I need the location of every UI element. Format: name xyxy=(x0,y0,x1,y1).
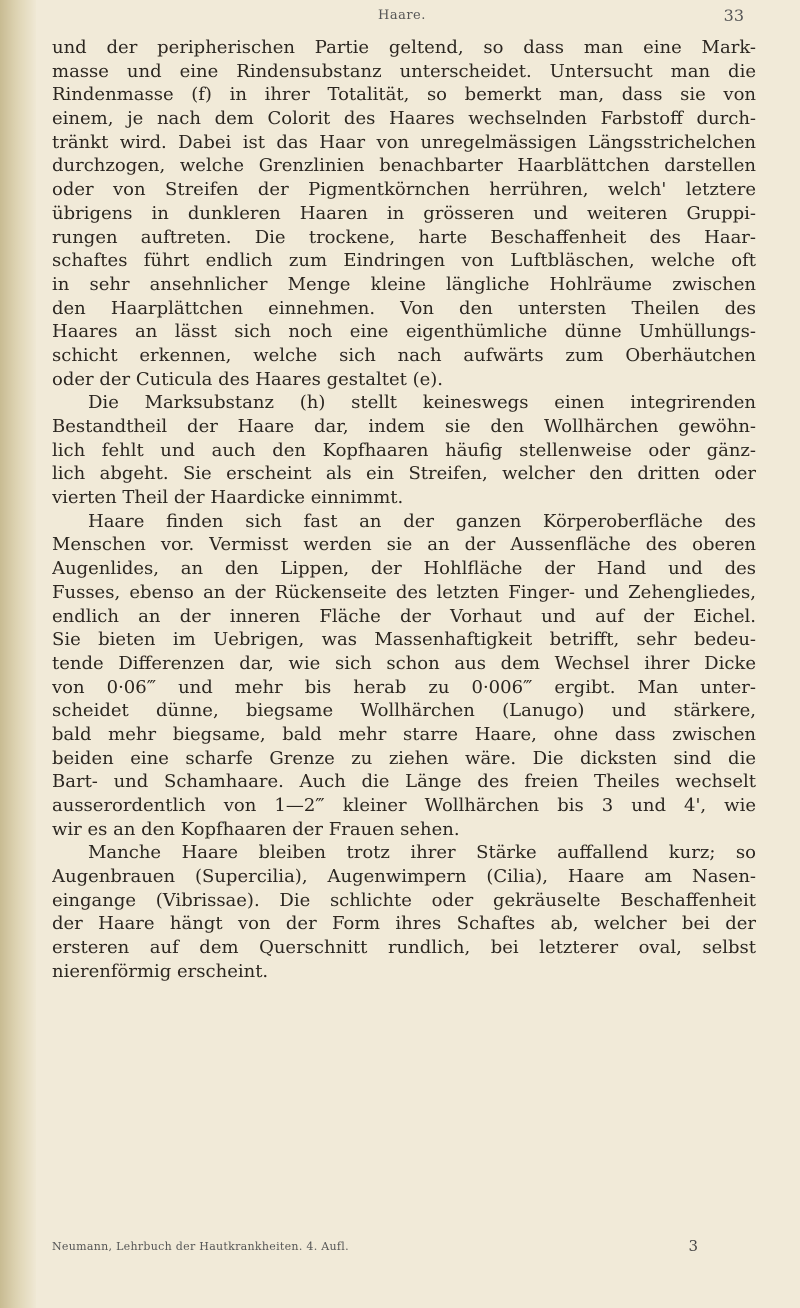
paragraph xyxy=(52,841,756,983)
text-line: tränkt wird. Dabei ist das Haar von unregelmässigen Längsstrichelchen xyxy=(52,131,756,153)
text-line: nierenförmig erscheint. xyxy=(52,960,269,982)
text-line: lich fehlt und auch den Kopfhaaren häufig stellenweise oder gänz- xyxy=(52,439,756,461)
text-line: vierten Theil der Haardicke einnimmt. xyxy=(52,487,404,509)
text-line: beiden eine scharfe Grenze zu ziehen wäre. Die dicksten sind die xyxy=(52,747,756,769)
body-text xyxy=(52,36,756,984)
text-line: Bart- und Schamhaare. Auch die Länge des freien Theiles wechselt xyxy=(52,771,756,793)
sheet-number: 3 xyxy=(688,1237,698,1255)
text-line: eingange (Vibrissae). Die schlichte oder gekräuselte Beschaffenheit xyxy=(52,889,756,911)
text-line: Die Marksubstanz (h) stellt keineswegs einen integrirenden xyxy=(88,392,756,414)
text-line: ersteren auf dem Querschnitt rundlich, bei letzterer oval, selbst xyxy=(52,937,756,959)
text-line: scheidet dünne, biegsame Wollhärchen (Lanugo) und stärkere, xyxy=(52,700,756,722)
text-line: schaftes führt endlich zum Eindringen von Luftbläschen, welche oft xyxy=(52,250,756,272)
text-line: Fusses, ebenso an der Rückenseite des letzten Finger- und Zehengliedes, xyxy=(52,581,756,603)
text-line: der Haare hängt von der Form ihres Schaftes ab, welcher bei der xyxy=(52,913,756,935)
text-line: Bestandtheil der Haare dar, indem sie den Wollhärchen gewöhn- xyxy=(52,416,756,437)
paragraph xyxy=(52,36,756,391)
text-line: ausserordentlich von 1—2‴ kleiner Wollhärchen bis 3 und 4', wie xyxy=(52,795,756,816)
text-line: oder von Streifen der Pigmentkörnchen herrühren, welch' letztere xyxy=(52,179,756,201)
paragraph xyxy=(52,510,756,842)
text-line: tende Differenzen dar, wie sich schon aus dem Wechsel ihrer Dicke xyxy=(52,652,756,674)
text-line: den Haarplättchen einnehmen. Von den untersten Theilen des xyxy=(52,297,756,319)
text-line: bald mehr biegsame, bald mehr starre Haare, ohne dass zwischen xyxy=(52,723,756,745)
text-line: oder der Cuticula des Haares gestaltet (e). xyxy=(52,368,443,390)
text-line: endlich an der inneren Fläche der Vorhaut und auf der Eichel. xyxy=(52,605,756,627)
page-footer xyxy=(52,1237,756,1260)
text-line: schicht erkennen, welche sich nach aufwärts zum Oberhäutchen xyxy=(52,344,756,366)
text-line: lich abgeht. Sie erscheint als ein Streifen, welcher den dritten oder xyxy=(52,463,756,485)
page-binding-shadow xyxy=(0,0,36,1308)
running-head: Haare. xyxy=(378,8,426,23)
page-number: 33 xyxy=(723,6,744,25)
text-line: masse und eine Rindensubstanz unterscheidet. Untersucht man die xyxy=(52,60,756,82)
text-line: Rindenmasse (f) in ihrer Totalität, so bemerkt man, dass sie von xyxy=(52,84,756,106)
text-line: übrigens in dunkleren Haaren in grösseren und weiteren Gruppi- xyxy=(52,202,756,224)
text-line: und der peripherischen Partie geltend, so dass man eine Mark- xyxy=(52,37,756,58)
text-line: Haare finden sich fast an der ganzen Körperoberfläche des xyxy=(88,510,756,532)
text-line: Menschen vor. Vermisst werden sie an der Aussenfläche des oberen xyxy=(52,534,756,556)
page-header xyxy=(0,4,800,28)
text-line: Augenbrauen (Supercilia), Augenwimpern (Cilia), Haare am Nasen- xyxy=(52,866,756,888)
text-line: Sie bieten im Uebrigen, was Massenhaftigkeit betrifft, sehr bedeu- xyxy=(52,629,756,651)
text-line: durchzogen, welche Grenzlinien benachbarter Haarblättchen darstellen xyxy=(52,155,756,177)
text-line: Augenlides, an den Lippen, der Hohlfläche der Hand und des xyxy=(52,558,756,580)
text-line: wir es an den Kopfhaaren der Frauen sehen. xyxy=(52,818,460,840)
text-line: rungen auftreten. Die trockene, harte Beschaffenheit des Haar- xyxy=(52,226,756,248)
book-citation: Neumann, Lehrbuch der Hautkrankheiten. 4. Aufl. xyxy=(52,1240,349,1253)
paragraph xyxy=(52,391,756,509)
text-line: Manche Haare bleiben trotz ihrer Stärke auffallend kurz; so xyxy=(88,842,756,864)
text-line: Haares an lässt sich noch eine eigenthümliche dünne Umhüllungs- xyxy=(52,321,756,343)
text-line: in sehr ansehnlicher Menge kleine längliche Hohlräume zwischen xyxy=(52,273,756,295)
text-line: einem, je nach dem Colorit des Haares wechselnden Farbstoff durch- xyxy=(52,108,756,130)
text-line: von 0·06‴ und mehr bis herab zu 0·006‴ ergibt. Man unter- xyxy=(52,676,756,698)
